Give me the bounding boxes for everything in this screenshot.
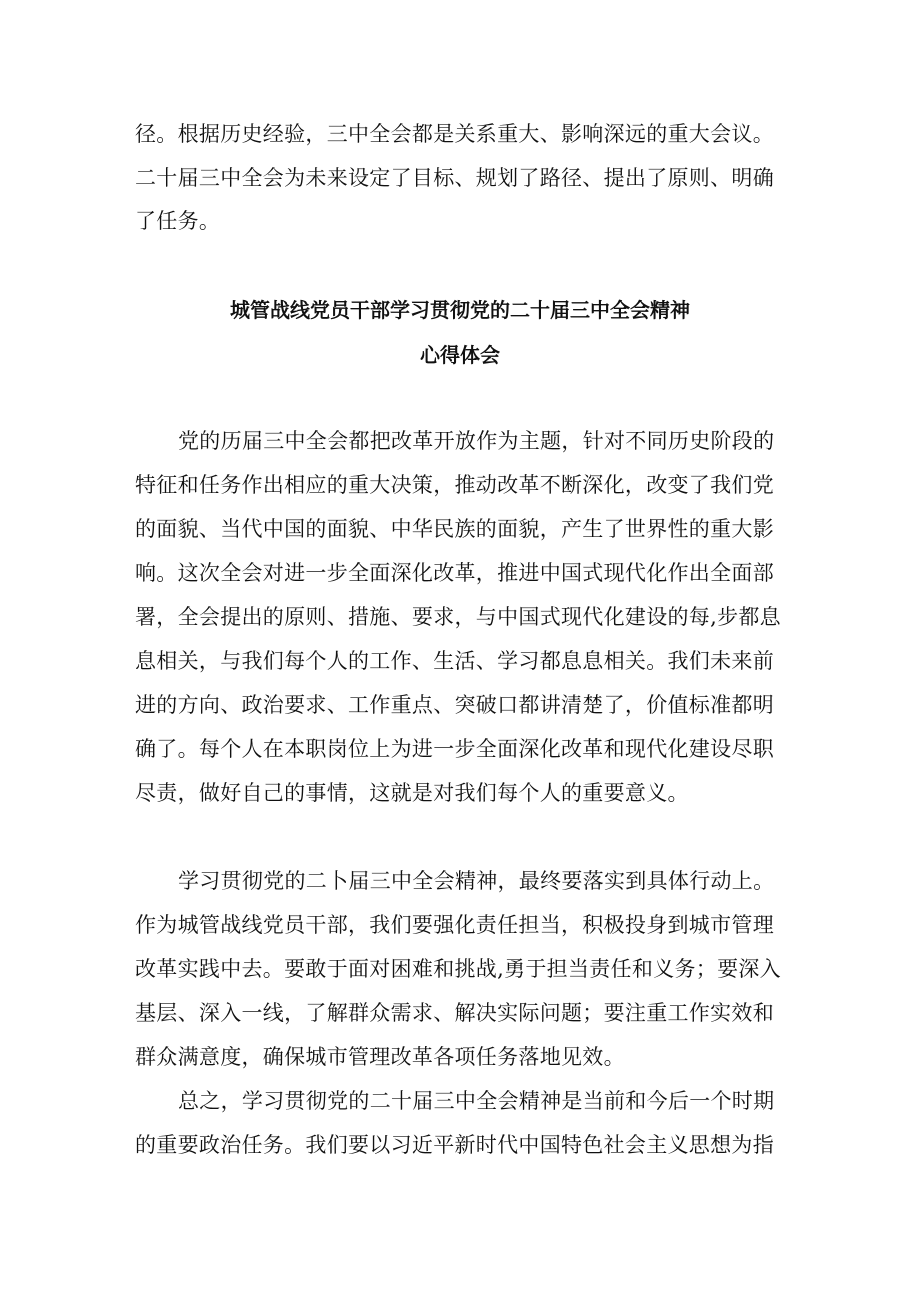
paragraph2-line-2: 作为城管战线党员干部，我们要强化责任担当，积极投身到城市管理	[135, 913, 774, 937]
paragraph1-line-6: 息相关，与我们每个人的工作、生活、学习都息息相关。我们未来前	[135, 649, 774, 673]
paragraph2-line-1: 学习贯彻党的二卜届三中全会精神，最终要落实到具体行动上。	[178, 869, 775, 893]
paragraph1-line-9: 尽责，做好自己的事情，这就是对我们每个人的重要意义。	[135, 781, 689, 805]
paragraph1-line-5: 署，全会提出的原则、措施、要求，与中国式现代化建设的每,步都息	[135, 605, 781, 629]
intro-line-3: 了任务。	[135, 209, 221, 233]
paragraph2-line-3: 改革实践中去。要敢于面对困难和挑战,勇于担当责任和义务；要深入	[135, 957, 781, 981]
article-title: 城管战线党员干部学习贯彻党的二十届三中全会精神	[230, 298, 690, 322]
intro-line-2: 二十届三中全会为未来设定了目标、规划了路径、提出了原则、明确	[135, 166, 774, 190]
article-subtitle: 心得体会	[420, 343, 500, 367]
paragraph3-line-2: 的重要政治任务。我们要以习近平新时代中国特色社会主义思想为指	[135, 1133, 774, 1157]
intro-line-1: 径。根据历史经验，三中全会都是关系重大、影响深远的重大会议。	[135, 122, 774, 146]
paragraph1-line-8: 确了。每个人在本职岗位上为进一步全面深化改革和现代化建设尽职	[135, 737, 774, 761]
paragraph2-line-5: 群众满意度，确保城市管理改革各项任务落地见效。	[135, 1045, 625, 1069]
paragraph1-line-4: 响。这次全会对进一步全面深化改革，推进中国式现代化作出全面部	[135, 561, 774, 585]
paragraph1-line-3: 的面貌、当代中国的面貌、中华民族的面貌，产生了世界性的重大影	[135, 517, 774, 541]
paragraph1-line-1: 党的历届三中全会都把改革开放作为主题，针对不同历史阶段的	[178, 429, 775, 453]
paragraph3-line-1: 总之，学习贯彻党的二十届三中全会精神是当前和今后一个时期	[178, 1089, 775, 1113]
paragraph2-line-4: 基层、深入一线，了解群众需求、解决实际问题；要注重工作实效和	[135, 1001, 774, 1025]
paragraph1-line-2: 特征和任务作出相应的重大决策，推动改革不断深化，改变了我们党	[135, 473, 774, 497]
paragraph1-line-7: 进的方向、政治要求、工作重点、突破口都讲清楚了，价值标准都明	[135, 693, 774, 717]
